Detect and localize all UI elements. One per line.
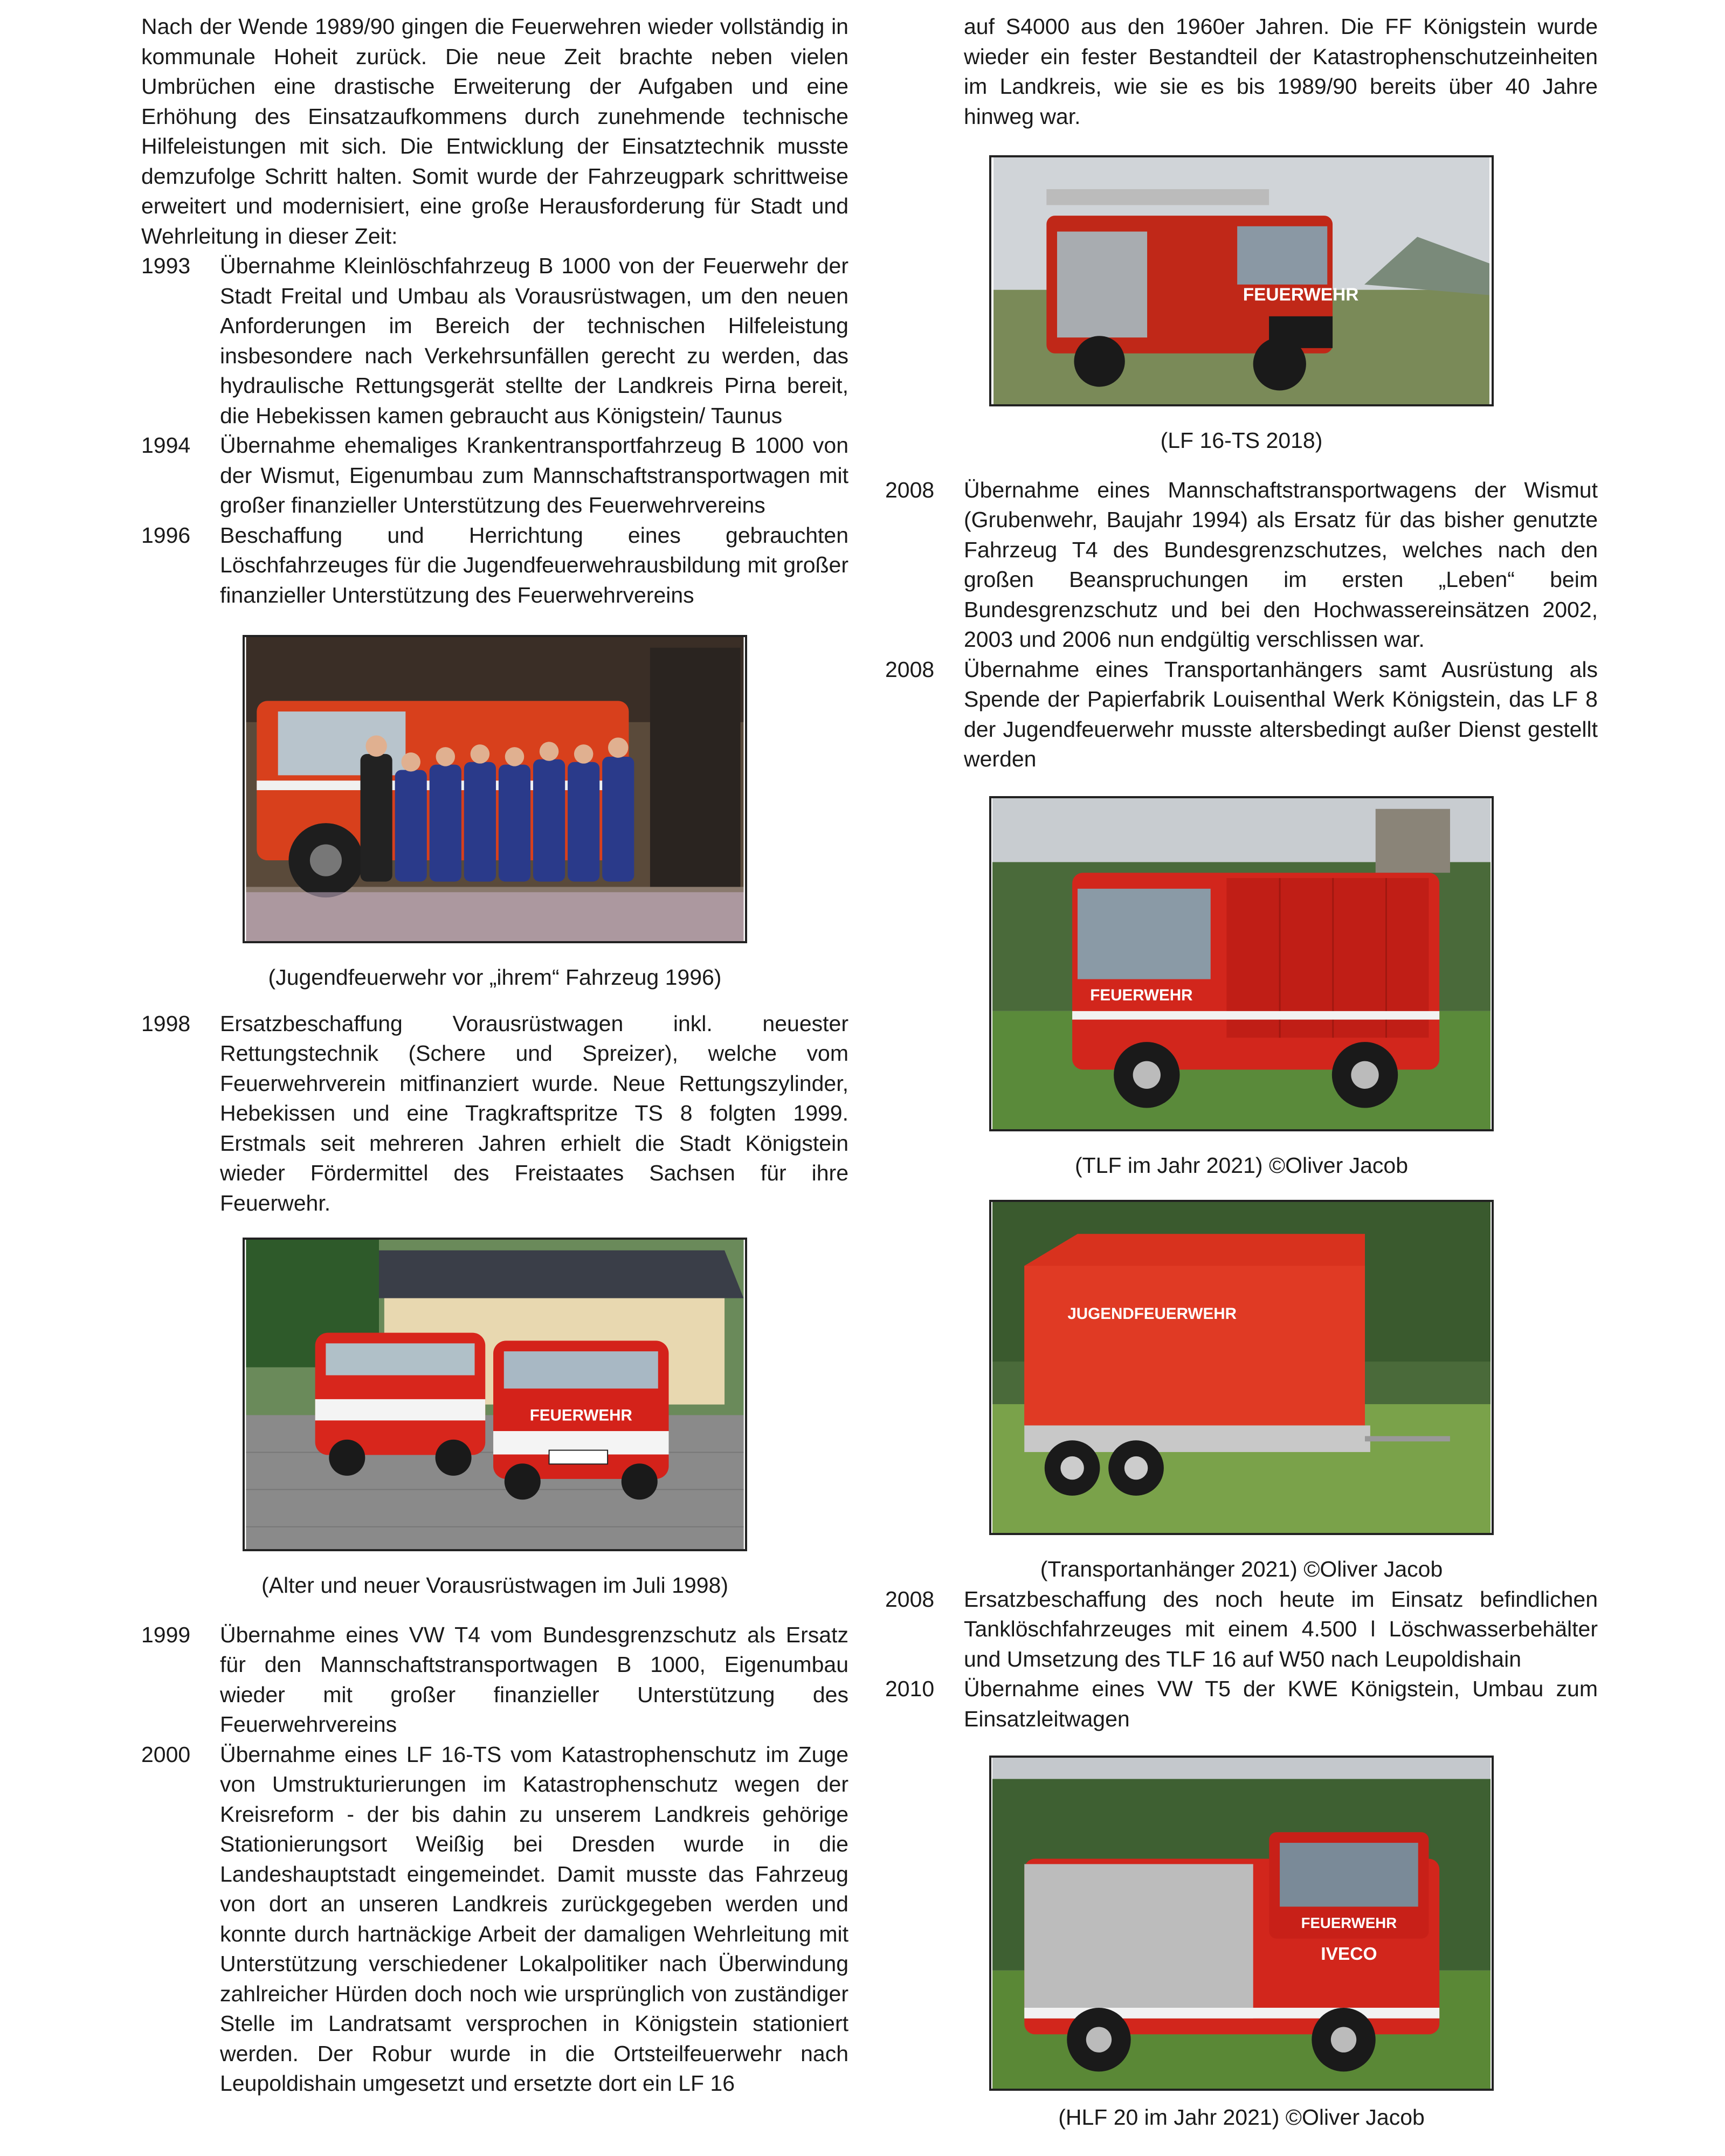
photo-tlf-2021 [989, 796, 1494, 1131]
timeline-entry [141, 521, 848, 611]
entry-year: 2008 [885, 657, 935, 682]
timeline-entry [885, 655, 1598, 775]
entry-text: Ersatzbeschaffung Vorausrüstwagen inkl. neuester Rettungstechnik (Schere und Spreizer), welche vom Feuerwehrverein mitfinanziert wurde. Neue Rettungszylinder, Hebekissen und eine Tragkraftspritze TS 8 folgten 1999. Erstmals seit mehreren Jahren erhielt die Stadt Königstein wieder Fördermittel des Freistaates Sachsen für ihre Feuerwehr. [220, 1011, 848, 1215]
photo-caption: (HLF 20 im Jahr 2021) ©Oliver Jacob [1058, 2105, 1425, 2130]
entry-year: 1994 [141, 433, 191, 458]
continued-text [885, 12, 1598, 132]
timeline-entry [141, 431, 848, 521]
entry-text: Übernahme eines VW T4 vom Bundesgrenzschutz als Ersatz für den Mannschaftstransportwagen B 1000, Eigenumbau wieder mit großer finanzieller Unterstützung des Feuerwehrvereins [220, 1622, 848, 1737]
entry-text: auf S4000 aus den 1960er Jahren. Die FF Königstein wurde wieder ein fester Bestandteil der Katastrophenschutzeinheiten im Landkreis, wie sie es bis 1989/90 bereits über 40 Jahre hinweg war. [964, 14, 1598, 129]
intro-paragraph: Nach der Wende 1989/90 gingen die Feuerwehren wieder vollständig in kommunale Hoheit zurück. Die neue Zeit brachte neben vielen Umbrüchen eine drastische Erweiterung der Aufgaben und eine Erhöhung des Einsatzaufkommens durch zunehmende technische Hilfeleistungen mit sich. Die Entwicklung der Einsatztechnik musste demzufolge Schritt halten. Somit wurde der Fahrzeugpark schrittweise erweitert und modernisiert, eine große Herausforderung für Stadt und Wehrleitung in dieser Zeit: [141, 14, 848, 248]
entry-text: Übernahme ehemaliges Krankentransportfahrzeug B 1000 von der Wismut, Eigenumbau zum Mannschaftstransportwagen mit großer finanzieller Unterstützung des Feuerwehrvereins [220, 433, 848, 517]
photo-lf16ts-2018 [989, 155, 1494, 406]
entry-text: Übernahme eines LF 16-TS vom Katastrophenschutz im Zuge von Umstrukturierungen im Katastrophenschutz wegen der Kreisreform - der bis dahin zu unserem Landkreis gehörige Stationierungsort Weißig bei Dresden wurde in die Landeshauptstadt eingemeindet. Damit musste das Fahrzeug von dort an unseren Landkreis zurückgegeben werden und konnte durch hartnäckige Arbeit der damaligen Wehrleitung mit Unterstützung verschiedener Lokalpolitiker nach Überwindung zahlreicher Hürden doch noch wie ursprünglich von zuständiger Stelle im Landratsamt versprochen in Königstein stationiert werden. Der Robur wurde in die Ortsteilfeuerwehr nach Leupoldishain umgesetzt und ersetzte dort ein LF 16 [220, 1742, 848, 2096]
vehicle-brand: IVECO [1321, 1944, 1377, 1965]
entry-text: Übernahme eines VW T5 der KWE Königstein, Umbau zum Einsatzleitwagen [964, 1676, 1598, 1731]
entry-text: Übernahme Kleinlöschfahrzeug B 1000 von der Feuerwehr der Stadt Freital und Umbau als Vorausrüstwagen, um den neuen Anforderungen im Bereich der technischen Hilfeleistung insbesondere nach Verkehrsunfällen gerecht zu werden, das hydraulische Rettungsgerät stellte der Landkreis Pirna bereit, die Hebekissen kamen gebraucht aus Königstein/ Taunus [220, 253, 848, 428]
entry-year: 2008 [885, 1586, 935, 1612]
photo-hlf20-2021 [989, 1756, 1494, 2091]
timeline-entry [141, 1740, 848, 2099]
entry-year: 1996 [141, 522, 191, 548]
photo-trailer-2021 [989, 1200, 1494, 1535]
entry-year: 2008 [885, 477, 935, 502]
photo-youth-fire-brigade [243, 635, 747, 943]
right-column [885, 12, 1598, 2133]
entry-year: 2000 [141, 1742, 191, 1767]
photo-rescue-vehicles-1998 [243, 1238, 747, 1551]
entry-year: 1998 [141, 1011, 191, 1036]
photo-caption: (Alter und neuer Vorausrüstwagen im Juli 1998) [261, 1573, 729, 1598]
trailer-lettering: JUGENDFEUERWEHR [1067, 1305, 1237, 1323]
timeline-entry [885, 1585, 1598, 1675]
entry-year: 1993 [141, 253, 191, 278]
entry-year: 1999 [141, 1622, 191, 1647]
timeline-entry [885, 1674, 1598, 1734]
entry-text: Ersatzbeschaffung des noch heute im Einsatz befindlichen Tanklöschfahrzeuges mit einem 4.500 l Löschwasserbehälter und Umsetzung des TLF 16 auf W50 nach Leupoldishain [964, 1586, 1598, 1671]
photo-caption: (LF 16-TS 2018) [1160, 428, 1323, 453]
entry-text: Beschaffung und Herrichtung eines gebrauchten Löschfahrzeuges für die Jugendfeuerwehrausbildung mit großer finanzieller Unterstützung des Feuerwehrvereins [220, 522, 848, 607]
photo-caption: (Jugendfeuerwehr vor „ihrem“ Fahrzeug 1996) [268, 965, 722, 990]
vehicle-lettering: FEUERWEHR [529, 1406, 632, 1425]
vehicle-lettering: FEUERWEHR [1090, 986, 1193, 1004]
photo-caption: (Transportanhänger 2021) ©Oliver Jacob [1040, 1557, 1443, 1581]
timeline-entry [885, 475, 1598, 655]
entry-text: Übernahme eines Transportanhängers samt Ausrüstung als Spende der Papierfabrik Louisenthal Werk Königstein, das LF 8 der Jugendfeuerwehr musste altersbedingt außer Dienst gestellt werden [964, 657, 1598, 771]
timeline-entry [141, 1009, 848, 1219]
vehicle-lettering: FEUERWEHR [1243, 285, 1359, 305]
photo-caption: (TLF im Jahr 2021) ©Oliver Jacob [1074, 1152, 1409, 1178]
entry-text: Übernahme eines Mannschaftstransportwagens der Wismut (Grubenwehr, Baujahr 1994) als Ersatz für das bisher genutzte Fahrzeug T4 des Bundesgrenzschutzes, welches nach den großen Beanspruchungen im ersten „Leben“ beim Bundesgrenzschutz und bei den Hochwassereinsätzen 2002, 2003 und 2006 nun endgültig verschlissen war. [964, 477, 1598, 652]
entry-year: 2010 [885, 1676, 935, 1701]
left-column [141, 12, 848, 2099]
timeline-entry [141, 251, 848, 431]
vehicle-lettering: FEUERWEHR [1301, 1914, 1397, 1931]
timeline-entry [141, 1620, 848, 1740]
